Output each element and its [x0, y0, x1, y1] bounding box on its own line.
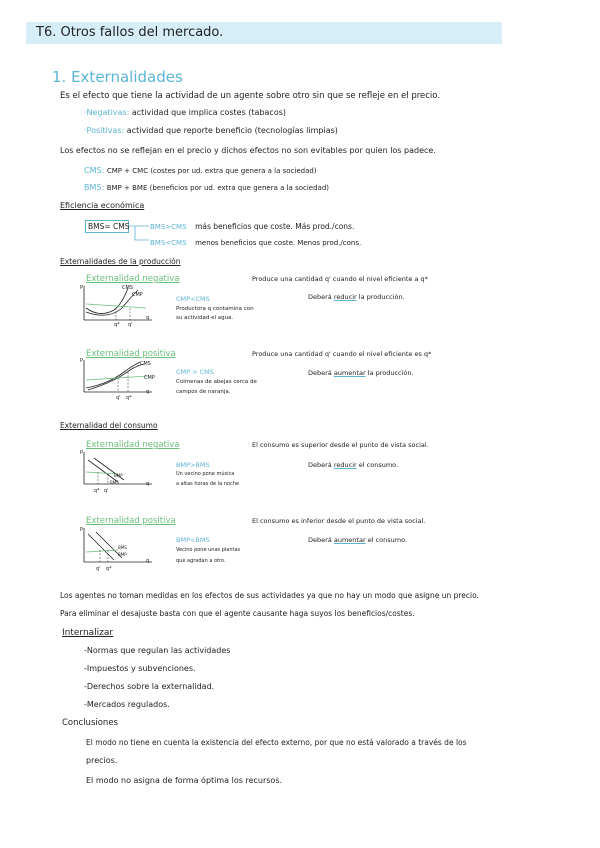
cons-neg-graph [78, 448, 163, 496]
prod-pos-rec-prefix: Deberá [308, 369, 332, 377]
conclusiones-title: Conclusiones [62, 718, 118, 728]
efficiency-title: Eficiencia económica [60, 201, 145, 210]
cons-neg-example-2: a altas horas de la noche [176, 481, 239, 487]
bms-label: BMS: [84, 183, 105, 192]
cons-neg-p: P [80, 450, 84, 456]
cons-pos-example-2: que agradan a otro. [176, 558, 226, 564]
cons-neg-qprime: q' [104, 488, 109, 494]
cons-pos-formula: BMP<BMS [176, 536, 210, 544]
prod-neg-rec-prefix: Deberá [308, 293, 332, 301]
prod-neg-rec [308, 293, 405, 301]
cons-neg-bms: BMS [110, 480, 119, 485]
effects-text: Los efectos no se reflejan en el precio y dichos efectos no son evitables por quien los padece. [60, 146, 436, 155]
cons-pos-rec-prefix: Deberá [308, 536, 332, 544]
efficiency-row-1-text: más beneficios que coste. Más prod./cons. [195, 222, 355, 231]
cons-pos-desc: El consumo es inferior desde el punto de vista social. [252, 517, 426, 525]
prod-pos-example-1: Colmenas de abejas cerca de [176, 379, 257, 385]
definition-text: Es el efecto que tiene la actividad de un agente sobre otro sin que se refleje en el precio. [60, 91, 441, 101]
conclusion-1-line-2: precios. [86, 756, 118, 765]
cons-pos-qprime: q' [96, 566, 101, 572]
cons-neg-q: q [146, 481, 150, 487]
prod-neg-example-2: su actividad el agua. [176, 315, 234, 321]
closing-line-1: Los agentes no toman medidas en los efectos de sus actividades ya que no hay un modo que asigne un precio. [60, 591, 479, 600]
cms-line [84, 166, 317, 175]
prod-neg-cms: CMS [122, 285, 133, 291]
cons-pos-p: P [80, 527, 84, 533]
prod-pos-p: P [80, 358, 84, 364]
internalizar-item-3: -Derechos sobre la externalidad. [84, 682, 215, 691]
prod-pos-rec-suffix: la producción. [367, 369, 414, 377]
cons-neg-title: Externalidad negativa [86, 440, 180, 450]
prod-neg-desc: Produce una cantidad q' cuando el nivel eficiente a q* [252, 275, 428, 283]
prod-neg-rec-verb: reducir [333, 293, 357, 301]
prod-pos-cmp: CMP [144, 375, 155, 381]
prod-neg-q: q [146, 315, 150, 321]
prod-neg-rec-suffix: la producción. [358, 293, 405, 301]
cons-pos-qstar: q* [106, 566, 112, 572]
efficiency-row-2-label: BMS<CMS [150, 239, 187, 247]
cons-pos-bms: BMS [118, 545, 127, 550]
positivas-line [84, 126, 338, 135]
prod-pos-rec [308, 369, 414, 377]
cons-pos-rec-verb: aumentar [333, 536, 366, 544]
prod-neg-example-1: Productora q contamina con [176, 306, 254, 312]
cons-pos-example-1: Vecino pone unas plantas [176, 547, 241, 553]
prod-pos-desc: Produce una cantidad q' cuando el nivel eficiente es q* [252, 350, 432, 358]
efficiency-box-label: BMS= CMS [88, 222, 130, 231]
negativas-line [84, 108, 286, 117]
cons-pos-q: q [146, 558, 150, 564]
cons-neg-rec [308, 461, 398, 469]
cons-neg-rec-prefix: Deberá [308, 461, 332, 469]
efficiency-row-1-label: BMS>CMS [150, 223, 187, 231]
positivas-text: actividad que reporte beneficio (tecnologías limpias) [126, 126, 338, 135]
closing-line-2: Para eliminar el desajuste basta con que el agente causante haga suyos los beneficios/costes. [60, 609, 415, 618]
bms-text: BMP + BME (beneficios por ud. extra que genera a la sociedad) [106, 184, 329, 192]
cons-pos-title: Externalidad positiva [86, 516, 176, 526]
section-title: 1. Externalidades [52, 68, 183, 86]
bms-line [84, 183, 329, 192]
conclusion-2: El modo no asigna de forma óptima los recursos. [86, 776, 283, 785]
prod-pos-cms: CMS [140, 361, 151, 367]
prod-neg-cmp: CMP [132, 292, 143, 298]
cons-pos-bmp: BMP [118, 552, 127, 557]
prod-neg-qprime: q' [128, 322, 133, 328]
prod-pos-rec-verb: aumentar [333, 369, 366, 377]
prod-neg-graph [78, 282, 163, 332]
cons-neg-desc: El consumo es superior desde el punto de vista social. [252, 441, 429, 449]
cms-label: CMS: [84, 166, 105, 175]
efficiency-row-1 [150, 222, 354, 231]
efficiency-row-2-text: menos beneficios que coste. Menos prod./cons. [195, 239, 362, 247]
negativas-label: ·Negativas: [84, 108, 130, 117]
prod-pos-title: Externalidad positiva [86, 349, 176, 359]
cons-neg-rec-verb: reducir [333, 461, 357, 469]
prod-pos-q: q [146, 389, 150, 395]
cons-neg-example-1: Un vecino pone música [176, 471, 235, 477]
internalizar-item-1: -Normas que regulan las actividades [84, 646, 231, 655]
conclusion-1-line-1: El modo no tiene en cuenta la existencia del efecto externo, por que no está valorado a través de los [86, 738, 467, 747]
prod-pos-formula: CMP > CMS [176, 368, 214, 376]
internalizar-item-4: -Mercados regulados. [84, 700, 170, 709]
production-title: Externalidades de la producción [60, 257, 181, 266]
cons-pos-rec-suffix: el consumo. [367, 536, 408, 544]
prod-neg-title: Externalidad negativa [86, 274, 180, 284]
prod-pos-qstar: q* [126, 395, 132, 401]
prod-pos-example-2: campos de naranja. [176, 389, 231, 395]
cms-text: CMP + CMC (costes por ud. extra que genera a la sociedad) [106, 167, 317, 175]
negativas-text: actividad que implica costes (tabacos) [131, 108, 287, 117]
prod-pos-qprime: q' [116, 395, 121, 401]
positivas-label: ·Positivas: [84, 126, 125, 135]
cons-neg-formula: BMP>BMS [176, 461, 210, 469]
efficiency-row-2 [150, 238, 361, 247]
prod-neg-qstar: q* [114, 322, 120, 328]
cons-neg-qstar: q* [94, 488, 100, 494]
prod-neg-p: P [80, 285, 84, 291]
cons-neg-bmp: BMP [114, 473, 123, 478]
cons-pos-rec [308, 536, 407, 544]
consumption-title: Externalidad del consumo [60, 421, 158, 430]
internalizar-item-2: -Impuestos y subvenciones. [84, 664, 196, 673]
internalizar-title: Internalizar [62, 628, 114, 638]
page-title: T6. Otros fallos del mercado. [36, 25, 224, 40]
cons-neg-rec-suffix: el consumo. [358, 461, 399, 469]
prod-neg-formula: CMP<CMS [176, 295, 210, 303]
